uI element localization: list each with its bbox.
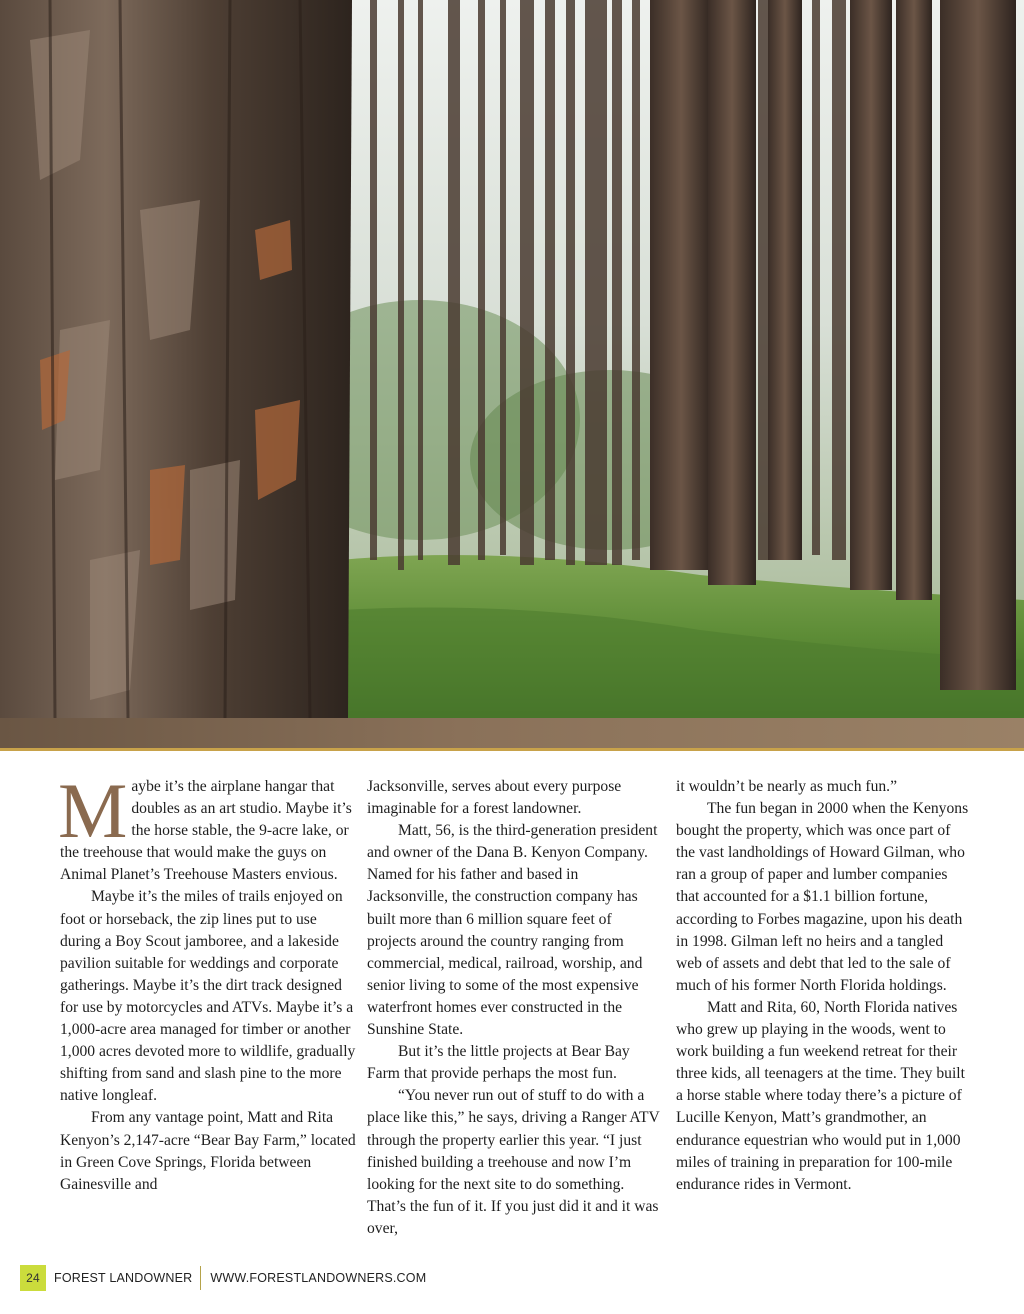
photo-caption-band xyxy=(0,718,1024,748)
article-paragraph: it wouldn’t be nearly as much fun.” xyxy=(676,778,898,795)
article-paragraph: Matt and Rita, 60, North Florida natives who grew up playing in the woods, went to work building a fun weekend retreat for their three kids, all teenagers at the time. They built a horse stable where today there’s a picture of Lucille Kenyon, Matt’s grandmother, an endurance equestrian who would put in 1,000 miles of training in preparation for 100-mile endurance rides in Vermont. xyxy=(676,998,965,1193)
website-link[interactable]: WWW.FORESTLANDOWNERS.COM xyxy=(210,1271,427,1285)
publication-name: FOREST LANDOWNER xyxy=(54,1271,193,1285)
article-paragraph: Maybe it’s the miles of trails enjoyed on foot or horseback, the zip lines put to use during a Boy Scout jamboree, and a lakeside pavilion suitable for weddings and corporate gatherings. Maybe it’s the dirt track designed for use by motorcycles and ATVs. Maybe it’s a 1,000-acre area managed for timber or another 1,000 acres devoted more to wildlife, gradually shifting from sand and slash pine to the more native longleaf. xyxy=(60,888,356,1105)
article-paragraph: From any vantage point, Matt and Rita Kenyon’s 2,147-acre “Bear Bay Farm,” located in Green Cove Springs, Florida between Gainesville and xyxy=(60,1109,356,1193)
article-column-3 xyxy=(676,776,972,1196)
gold-rule xyxy=(0,748,1024,751)
article-paragraph: Matt, 56, is the third-generation president and owner of the Dana B. Kenyon Company. Named for his father and based in Jacksonville, the construction company has built more than 6 million square feet of projects around the country ranging from commercial, medical, railroad, worship, and senior living to some of the most expensive waterfront homes ever constructed in the Sunshine State. xyxy=(367,822,658,1039)
article-column-1 xyxy=(58,767,356,1196)
article-column-2 xyxy=(367,776,663,1240)
article-paragraph: Maybe it’s the airplane hangar that doubles as an art studio. Maybe it’s the horse stable, the 9-acre lake, or the treehouse that would make the guys on Animal Planet’s Treehouse Masters envious. xyxy=(58,767,352,884)
article-paragraph: Jacksonville, serves about every purpose imaginable for a forest landowner. xyxy=(367,778,622,818)
article-paragraph: But it’s the little projects at Bear Bay Farm that provide perhaps the most fun. xyxy=(367,1043,630,1083)
article-paragraph: The fun began in 2000 when the Kenyons bought the property, which was once part of the vast landholdings of Howard Gilman, who ran a group of paper and lumber companies that accounted for a $1.1 billion fortune, according to Forbes magazine, upon his death in 1998. Gilman left no heirs and a tangled web of assets and debt that led to the sale of much of his former North Florida holdings. xyxy=(676,800,969,994)
article-paragraph: “You never run out of stuff to do with a place like this,” he says, driving a Ranger ATV through the property earlier this year. “I just finished building a treehouse and now I’m looking for the next site to do something. That’s the fun of it. If you just did it and it was over, xyxy=(367,1087,660,1237)
footer-divider xyxy=(200,1266,201,1290)
drop-cap: M xyxy=(58,767,128,854)
page-number: 24 xyxy=(20,1265,46,1291)
page-footer xyxy=(20,1265,426,1291)
